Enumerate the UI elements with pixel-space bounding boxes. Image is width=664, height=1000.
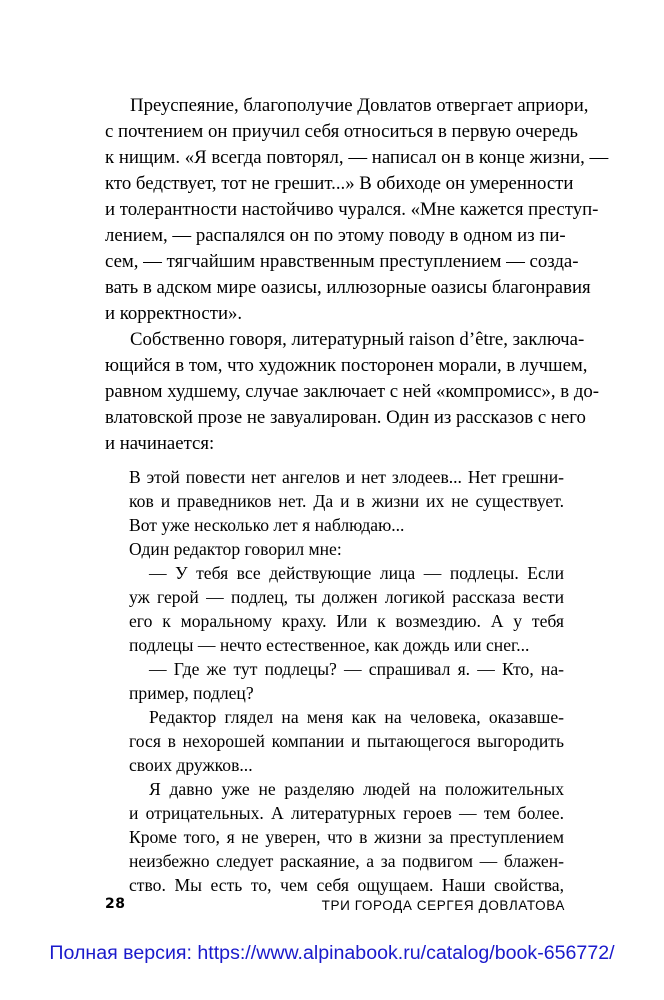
quote-line: Вот уже несколько лет я наблюдаю...: [129, 515, 405, 535]
quote-line: ство. Мы есть то, чем себя ощущаем. Наши свойства,: [129, 875, 564, 895]
body-line: вать в адском мире оазисы, иллюзорные оазисы благонравия: [105, 277, 591, 298]
body-line: и начинается:: [105, 433, 215, 454]
body-line: лением, — распалялся он по этому поводу в одном из пи-: [105, 225, 566, 246]
quote-line: его к моральному краху. Или к возмездию. А у тебя: [129, 611, 564, 631]
body-line: Преуспеяние, благополучие Довлатов отвергает априори,: [130, 95, 589, 116]
quote-line: своих дружков...: [129, 755, 253, 775]
quote-line: — Где же тут подлецы? — спрашивал я. — Кто, на-: [149, 659, 564, 679]
quote-line: Один редактор говорил мне:: [129, 539, 342, 559]
running-title: ТРИ ГОРОДА СЕРГЕЯ ДОВЛАТОВА: [321, 898, 565, 913]
quote-line: пример, подлец?: [129, 683, 254, 703]
body-line: Собственно говоря, литературный raison d’être, заключа-: [130, 329, 585, 350]
quote-line: Редактор глядел на меня как на человека, оказавше-: [149, 707, 564, 727]
body-line: сем, — тягчайшим нравственным преступлением — созда-: [105, 251, 579, 272]
quote-line: гося в нехорошей компании и пытающегося выгородить: [129, 731, 564, 751]
quote-line: — У тебя все действующие лица — подлецы. Если: [149, 563, 564, 583]
body-line: кто бедствует, тот не грешит...» В обиходе он умеренности: [105, 173, 574, 194]
quote-line: Я давно уже не разделяю людей на положительных: [149, 779, 564, 799]
quote-line: В этой повести нет ангелов и нет злодеев... Нет грешни-: [129, 467, 564, 487]
body-line: влатовской прозе не завуалирован. Один из рассказов с него: [105, 407, 586, 428]
quote-line: Кроме того, я не уверен, что в жизни за преступлением: [129, 827, 564, 847]
body-line: ющийся в том, что художник посторонен морали, в лучшем,: [105, 355, 588, 376]
quote-line: и отрицательных. А литературных героев — тем более.: [129, 803, 564, 823]
full-version-link[interactable]: Полная версия: https://www.alpinabook.ru/catalog/book-656772/: [49, 942, 615, 964]
body-line: и корректности».: [105, 303, 243, 324]
body-line: равном худшему, случае заключает с ней «компромисс», в до-: [105, 381, 600, 402]
body-line: к нищим. «Я всегда повторял, — написал он в конце жизни, —: [105, 147, 609, 168]
quote-line: ков и праведников нет. Да и в жизни их не существует.: [129, 491, 564, 511]
page-number: 28: [105, 896, 126, 912]
body-line: и толерантности настойчиво чурался. «Мне кажется преступ-: [105, 199, 599, 220]
quote-line: подлецы — нечто естественное, как дождь или снег...: [129, 635, 530, 655]
quote-line: уж герой — подлец, ты должен логикой рассказа вести: [129, 587, 564, 607]
body-line: с почтением он приучил себя относиться в первую очередь: [105, 121, 578, 142]
quote-line: неизбежно следует раскаяние, а за подвигом — блажен-: [129, 851, 564, 871]
